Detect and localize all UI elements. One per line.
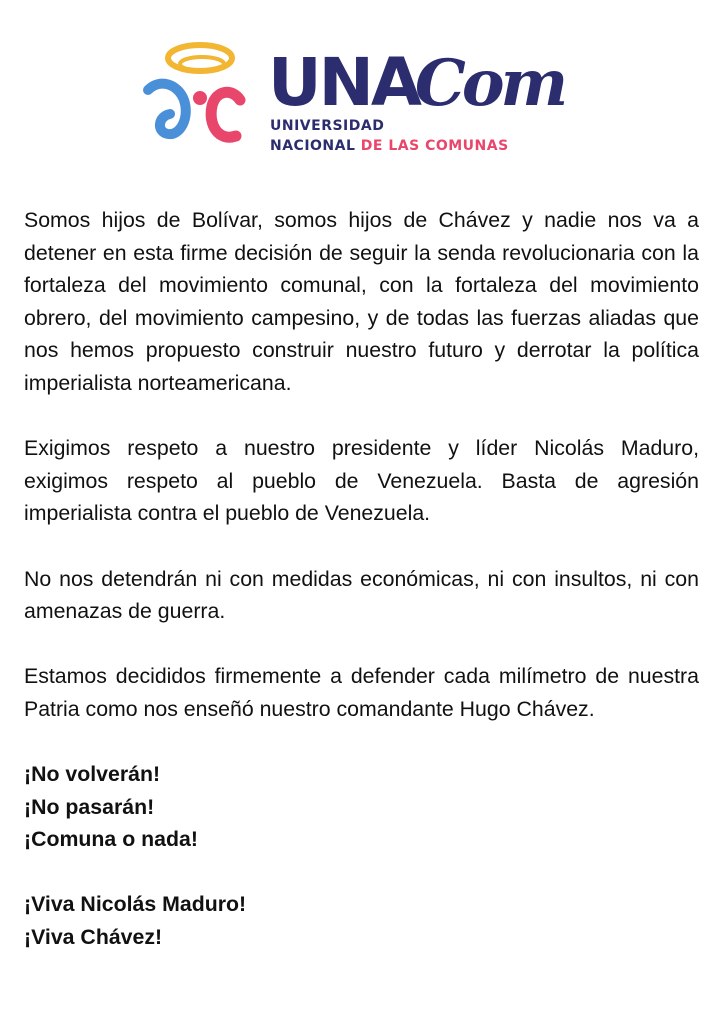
slogan-viva-chavez: ¡Viva Chávez! <box>24 925 163 950</box>
slogans-group-1 <box>24 758 699 856</box>
paragraph-4: Estamos decididos firmemente a defender cada milímetro de nuestra Patria como nos enseñó nuestro comandante Hugo Chávez. <box>24 664 699 721</box>
statement-body <box>24 204 699 986</box>
logo-subtitle-nacional: NACIONAL <box>270 138 356 154</box>
logo-subtitle-line1: UNIVERSIDAD <box>270 118 385 134</box>
logo-com-text: Com <box>414 46 565 121</box>
logo-subtitle-comunas: DE LAS COMUNAS <box>360 138 509 154</box>
logo-una-text: UNA <box>268 44 419 121</box>
paragraph-1: Somos hijos de Bolívar, somos hijos de Chávez y nadie nos va a detener en esta firme decisión de seguir la senda revolucionaria con la fortaleza del movimiento comunal, con la fortaleza del movimiento obrero, del movimiento campesino, y de todas las fuerzas aliadas que nos hemos propuesto construir nuestro futuro y derrotar la política imperialista norteamericana. <box>24 208 699 395</box>
slogan-no-volveran: ¡No volverán! <box>24 762 161 787</box>
paragraph-2: Exigimos respeto a nuestro presidente y líder Nicolás Maduro, exigimos respeto al pueblo de Venezuela. Basta de agresión imperialista contra el pueblo de Venezuela. <box>24 436 699 526</box>
slogans-group-2 <box>24 888 699 953</box>
paragraph-3: No nos detendrán ni con medidas económicas, ni con insultos, ni con amenazas de guerra. <box>24 566 699 624</box>
unacom-logo-mark <box>140 38 252 156</box>
slogan-viva-maduro: ¡Viva Nicolás Maduro! <box>24 892 247 917</box>
slogan-no-pasaran: ¡No pasarán! <box>24 794 155 819</box>
logo-acronym <box>268 44 565 121</box>
slogan-comuna-o-nada: ¡Comuna o nada! <box>24 827 198 852</box>
header <box>0 0 723 175</box>
logo-subtitle-line2 <box>270 138 509 154</box>
